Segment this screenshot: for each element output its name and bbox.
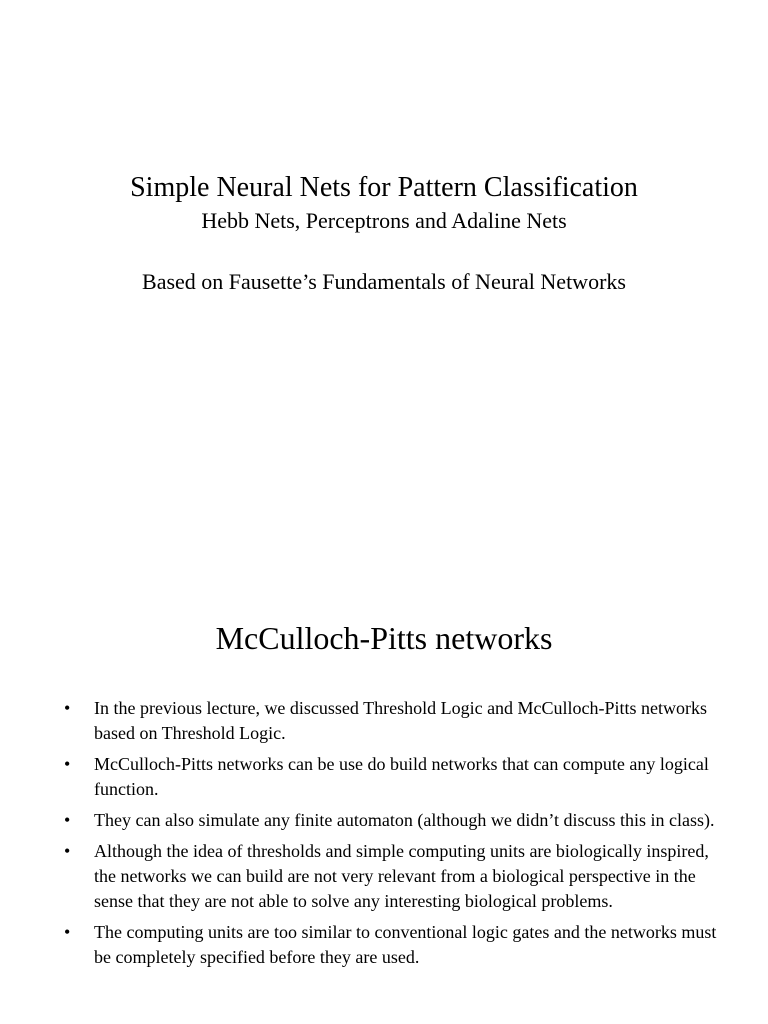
list-item bbox=[58, 839, 718, 914]
slide-1-subtitle: Hebb Nets, Perceptrons and Adaline Nets bbox=[201, 208, 567, 233]
bullet-text: They can also simulate any finite automaton (although we didn’t discuss this in class). bbox=[94, 810, 715, 830]
slide-2 bbox=[0, 512, 768, 1024]
list-item bbox=[58, 920, 718, 970]
bullet-icon: • bbox=[64, 754, 71, 774]
list-item bbox=[58, 752, 718, 802]
list-item bbox=[58, 808, 718, 833]
bullet-text: Although the idea of thresholds and simple computing units are biologically inspired, the networks we can build are not very relevant from a biological perspective in the sense that they are not able to solve any interesting biological problems. bbox=[94, 841, 709, 911]
slide-1-title: Simple Neural Nets for Pattern Classification bbox=[130, 172, 638, 203]
slide-1-based-on: Based on Fausette’s Fundamentals of Neural Networks bbox=[142, 269, 626, 294]
bullet-text: In the previous lecture, we discussed Threshold Logic and McCulloch-Pitts networks based on Threshold Logic. bbox=[94, 698, 708, 743]
bullet-icon: • bbox=[64, 922, 71, 942]
bullet-text: The computing units are too similar to conventional logic gates and the networks must be completely specified before they are used. bbox=[94, 922, 717, 967]
slide-2-title: McCulloch-Pitts networks bbox=[215, 620, 553, 656]
list-item bbox=[58, 696, 718, 746]
bullet-icon: • bbox=[64, 841, 71, 861]
bullet-icon: • bbox=[64, 698, 71, 718]
bullet-text: McCulloch-Pitts networks can be use do build networks that can compute any logical function. bbox=[94, 754, 709, 799]
bullet-icon: • bbox=[64, 810, 71, 830]
bullet-list bbox=[58, 696, 718, 976]
